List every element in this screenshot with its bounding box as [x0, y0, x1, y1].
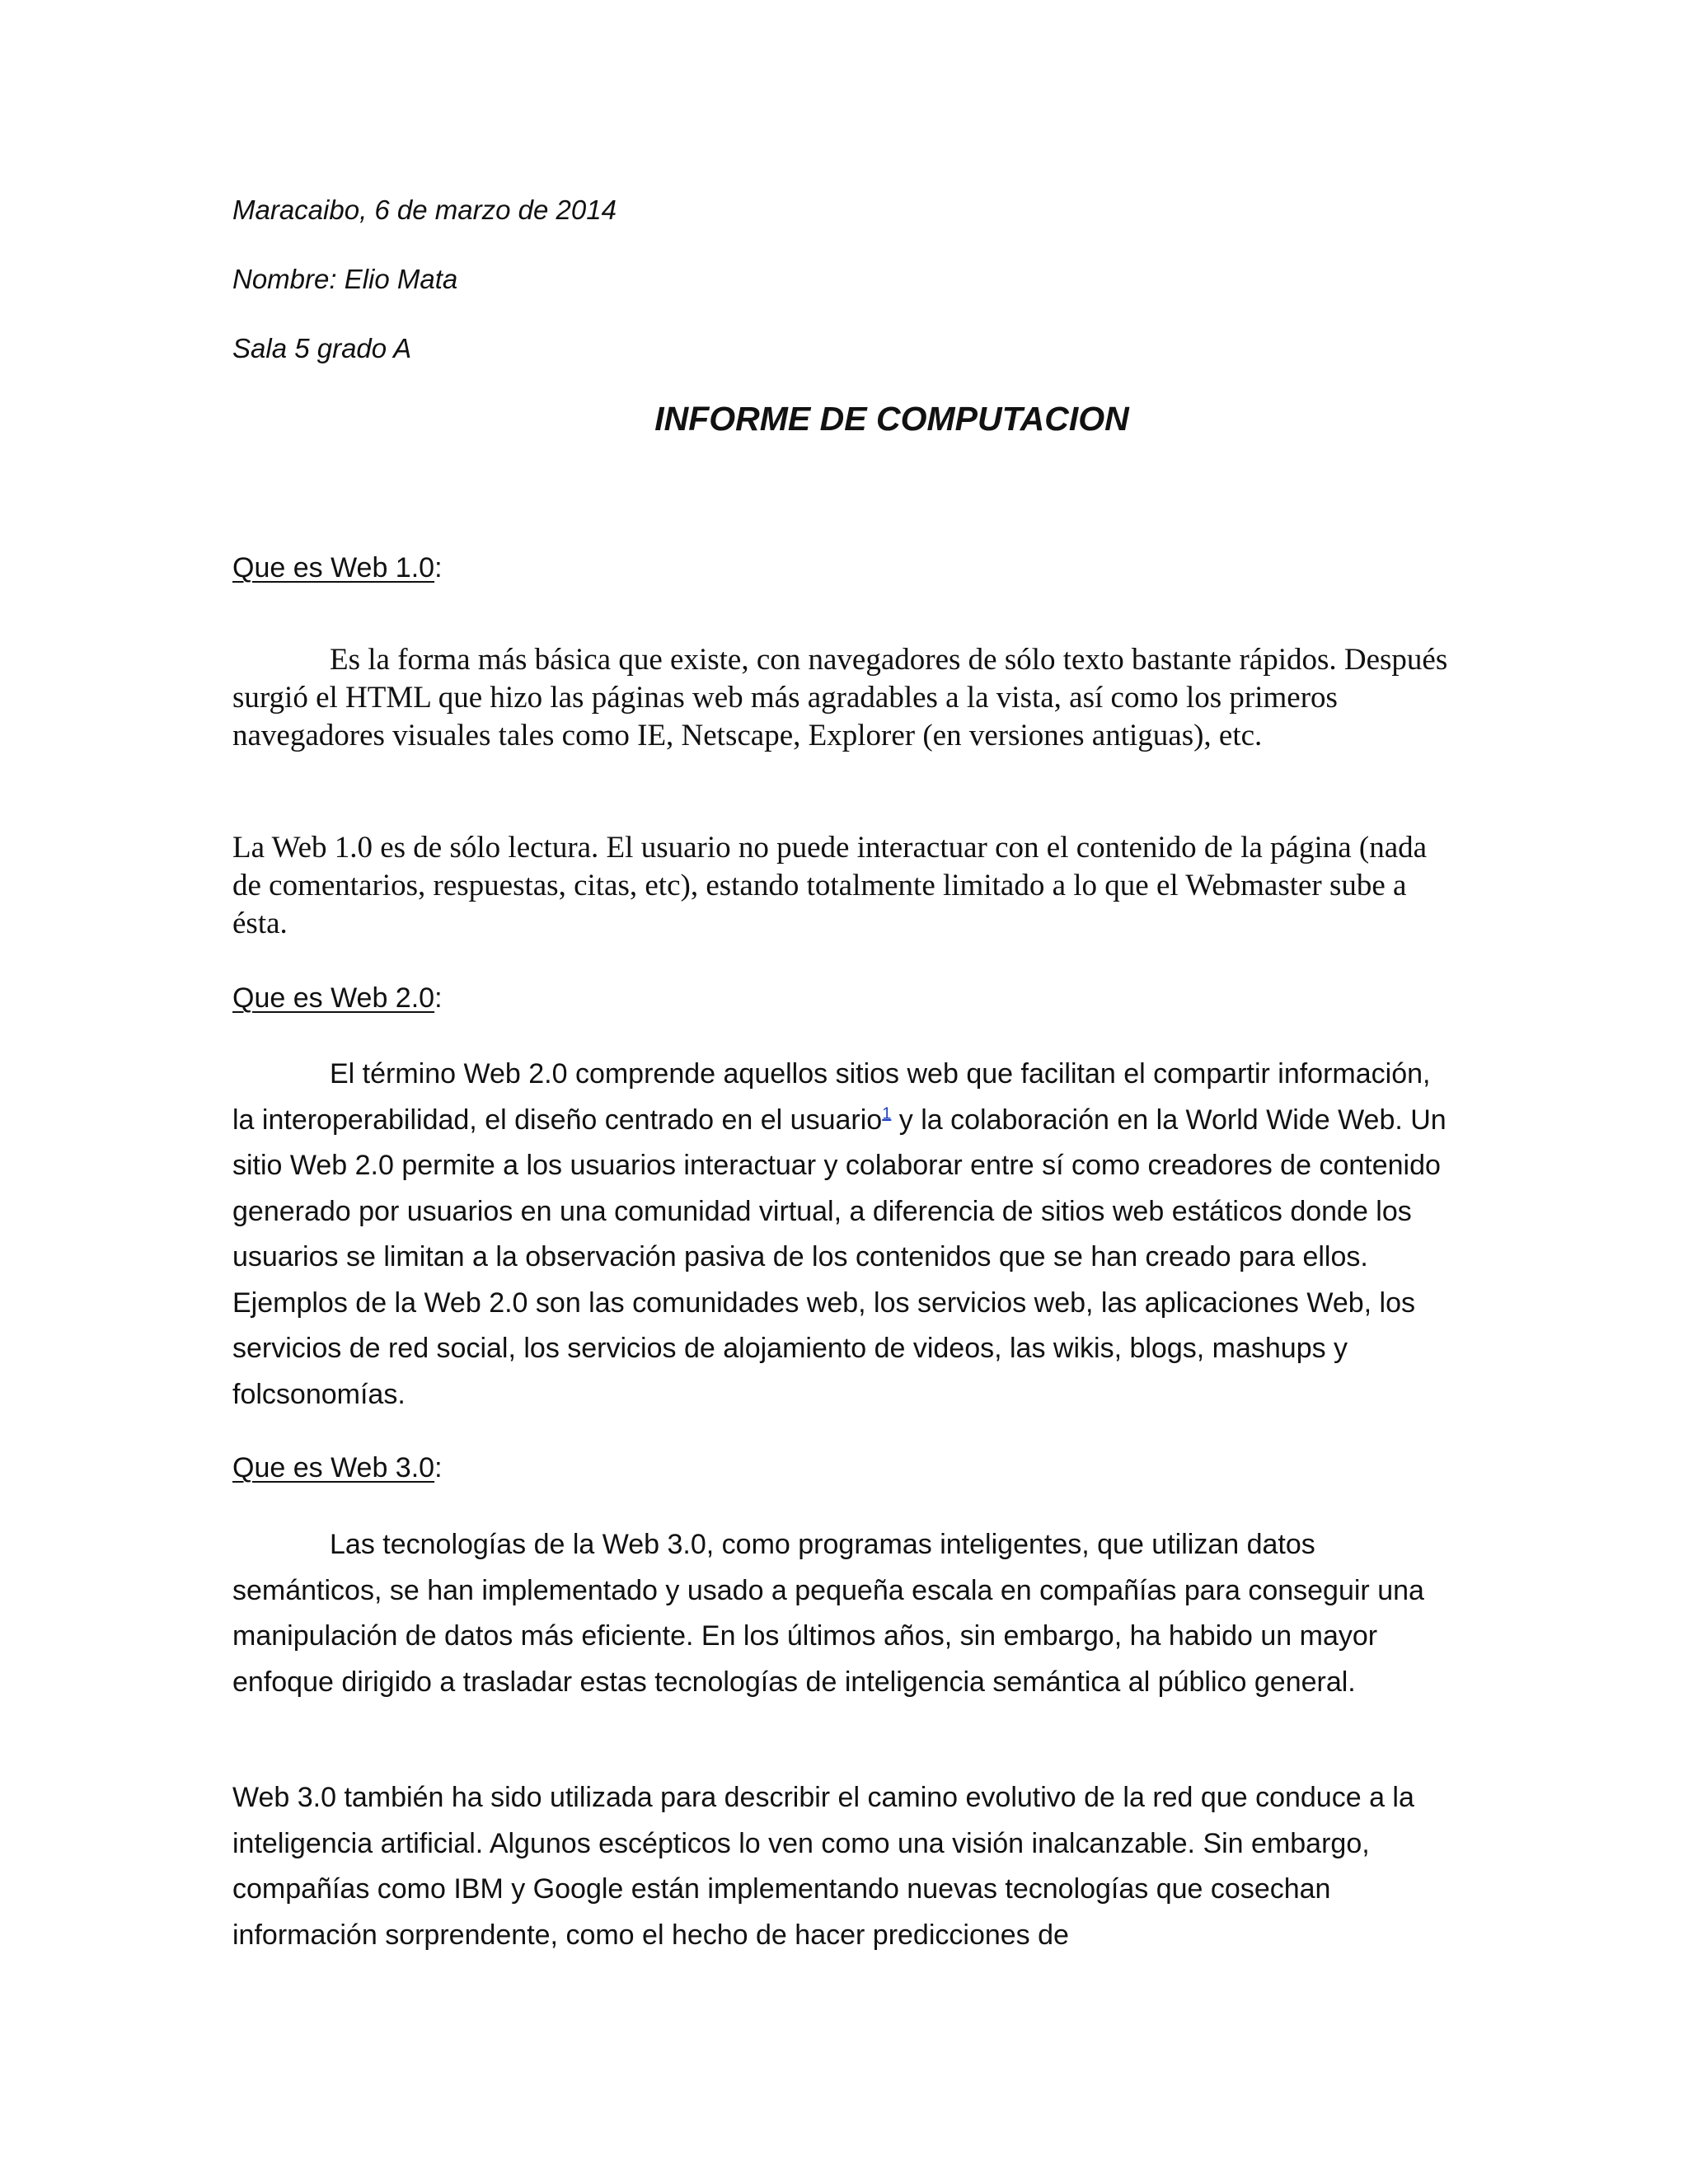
web-2-paragraph — [232, 1052, 1452, 1418]
date-line: Maracaibo, 6 de marzo de 2014 — [232, 194, 617, 225]
web-2-paragraph-part2: y la colaboración en la World Wide Web. Un sitio Web 2.0 permite a los usuarios interactuar y colaborar entre sí como creadores de contenido generado por usuarios en una comunidad virtual, a diferencia de sitios web estáticos donde los usuarios se limitan a la observación pasiva de los contenidos que se han creado para ellos. Ejemplos de la Web 2.0 son las comunidades web, los servicios web, las aplicaciones Web, los servicios de red social, los servicios de alojamiento de videos, las wikis, blogs, mashups y folcsonomías. — [232, 1104, 1447, 1410]
section-heading-web-3-colon: : — [434, 1452, 443, 1483]
name-line: Nombre: Elio Mata — [232, 264, 458, 294]
section-heading-web-3 — [232, 1452, 443, 1484]
web-2-paragraph-part1: El término Web 2.0 comprende aquellos sitios web que facilitan el compartir información, la interoperabilidad, el diseño centrado en el usuario — [232, 1058, 1431, 1136]
section-heading-web-3-text: Que es Web 3.0 — [232, 1452, 435, 1483]
section-heading-web-2 — [232, 982, 443, 1015]
footnote-link[interactable]: 1 — [882, 1104, 892, 1123]
document-title: INFORME DE COMPUTACION — [654, 400, 1129, 438]
class-line: Sala 5 grado A — [232, 333, 412, 363]
section-heading-web-2-text: Que es Web 2.0 — [232, 982, 435, 1014]
web-1-paragraph-2: La Web 1.0 es de sólo lectura. El usuario no puede interactuar con el contenido de la página (nada de comentarios, respuestas, citas, etc), estando totalmente limitado a lo que el Webmaster sube a ésta. — [232, 831, 1428, 940]
section-heading-web-1-text: Que es Web 1.0 — [232, 552, 435, 583]
section-heading-web-1 — [232, 552, 443, 584]
section-heading-web-2-colon: : — [434, 982, 443, 1014]
web-3-paragraph-1: Las tecnologías de la Web 3.0, como programas inteligentes, que utilizan datos semánticos, se han implementado y usado a pequeña escala en compañías para conseguir una manipulación de datos más eficiente. En los últimos años, sin embargo, ha habido un mayor enfoque dirigido a trasladar estas tecnologías de inteligencia semántica al público general. — [232, 1529, 1424, 1698]
web-1-paragraph-1: Es la forma más básica que existe, con navegadores de sólo texto bastante rápidos. Después surgió el HTML que hizo las páginas web más agradables a la vista, así como los primeros navegadores visuales tales como IE, Netscape, Explorer (en versiones antiguas), etc. — [232, 643, 1448, 752]
section-heading-web-1-colon: : — [434, 552, 443, 583]
web-3-paragraph-2: Web 3.0 también ha sido utilizada para describir el camino evolutivo de la red que conduce a la inteligencia artificial. Algunos escépticos lo ven como una visión inalcanzable. Sin embargo, compañías como IBM y Google están implementando nuevas tecnologías que cosechan información sorprendente, como el hecho de hacer predicciones de — [232, 1782, 1414, 1951]
